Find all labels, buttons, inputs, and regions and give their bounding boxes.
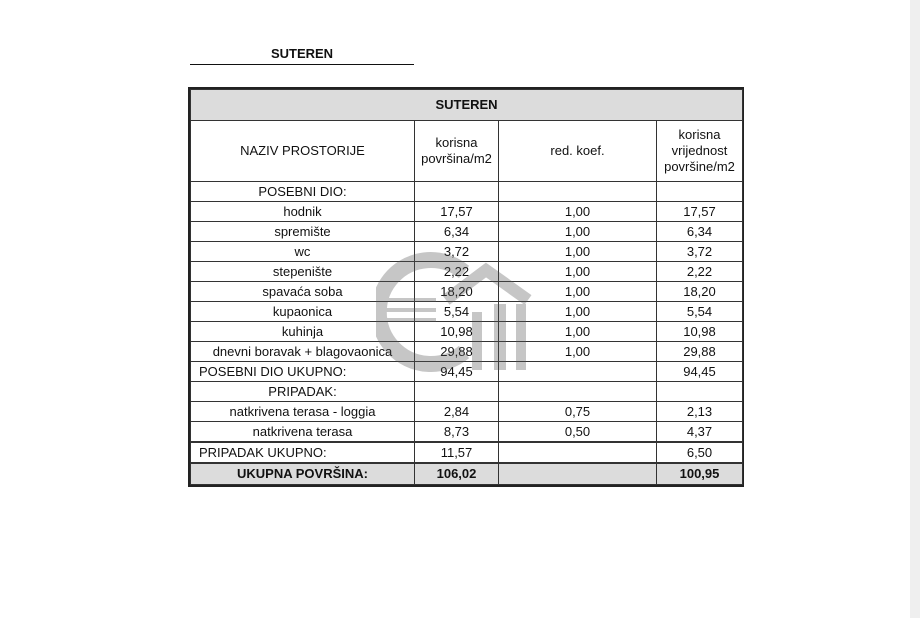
table-row [191, 202, 743, 222]
room-name-cell: kupaonica [191, 302, 415, 322]
area-table [190, 89, 743, 485]
subtotal-row [191, 362, 743, 382]
value-cell: 3,72 [657, 242, 743, 262]
value-cell: 6,34 [657, 222, 743, 242]
empty-cell [657, 182, 743, 202]
table-title-row [191, 90, 743, 121]
value-cell: 2,22 [657, 262, 743, 282]
value-cell: 5,54 [657, 302, 743, 322]
room-name-cell: stepenište [191, 262, 415, 282]
header-coef: red. koef. [499, 121, 657, 182]
group-label-pripadak: PRIPADAK: [191, 382, 415, 402]
coef-cell: 0,50 [499, 422, 657, 443]
table-row [191, 342, 743, 362]
room-name-cell: dnevni boravak + blagovaonica [191, 342, 415, 362]
group-row [191, 382, 743, 402]
room-name-cell: natkrivena terasa - loggia [191, 402, 415, 422]
subtotal-label: PRIPADAK UKUPNO: [191, 442, 415, 463]
empty-cell [499, 182, 657, 202]
table-row [191, 242, 743, 262]
coef-cell: 1,00 [499, 282, 657, 302]
table-row [191, 282, 743, 302]
empty-cell [657, 382, 743, 402]
area-cell: 2,22 [415, 262, 499, 282]
empty-cell [499, 362, 657, 382]
value-cell: 29,88 [657, 342, 743, 362]
coef-cell: 1,00 [499, 262, 657, 282]
coef-cell: 1,00 [499, 342, 657, 362]
value-cell: 17,57 [657, 202, 743, 222]
total-area: 106,02 [415, 463, 499, 485]
total-row [191, 463, 743, 485]
area-cell: 2,84 [415, 402, 499, 422]
table-row [191, 402, 743, 422]
scrollbar[interactable] [910, 0, 920, 618]
subtotal-area: 94,45 [415, 362, 499, 382]
room-name-cell: kuhinja [191, 322, 415, 342]
room-name-cell: wc [191, 242, 415, 262]
room-name-cell: hodnik [191, 202, 415, 222]
subtotal-row [191, 442, 743, 463]
empty-cell [415, 182, 499, 202]
area-cell: 29,88 [415, 342, 499, 362]
value-cell: 2,13 [657, 402, 743, 422]
section-title: SUTEREN [270, 46, 334, 61]
empty-cell [499, 463, 657, 485]
area-table-frame [188, 87, 744, 487]
header-room-name: NAZIV PROSTORIJE [191, 121, 415, 182]
room-name-cell: natkrivena terasa [191, 422, 415, 443]
subtotal-label: POSEBNI DIO UKUPNO: [191, 362, 415, 382]
area-cell: 8,73 [415, 422, 499, 443]
value-cell: 18,20 [657, 282, 743, 302]
area-cell: 18,20 [415, 282, 499, 302]
table-header-row [191, 121, 743, 182]
header-value: korisna vrijednost površine/m2 [657, 121, 743, 182]
total-value: 100,95 [657, 463, 743, 485]
value-cell: 4,37 [657, 422, 743, 443]
subtotal-area: 11,57 [415, 442, 499, 463]
coef-cell: 1,00 [499, 242, 657, 262]
coef-cell: 1,00 [499, 202, 657, 222]
value-cell: 10,98 [657, 322, 743, 342]
table-row [191, 302, 743, 322]
table-title: SUTEREN [191, 90, 743, 121]
coef-cell: 0,75 [499, 402, 657, 422]
table-row [191, 422, 743, 443]
empty-cell [415, 382, 499, 402]
coef-cell: 1,00 [499, 222, 657, 242]
table-row [191, 262, 743, 282]
total-label: UKUPNA POVRŠINA: [191, 463, 415, 485]
subtotal-value: 94,45 [657, 362, 743, 382]
room-name-cell: spavaća soba [191, 282, 415, 302]
group-row [191, 182, 743, 202]
subtotal-value: 6,50 [657, 442, 743, 463]
empty-cell [499, 442, 657, 463]
coef-cell: 1,00 [499, 302, 657, 322]
area-cell: 5,54 [415, 302, 499, 322]
header-area: korisna površina/m2 [415, 121, 499, 182]
group-label-posebni: POSEBNI DIO: [191, 182, 415, 202]
section-underline [190, 64, 414, 65]
table-row [191, 222, 743, 242]
area-cell: 3,72 [415, 242, 499, 262]
empty-cell [499, 382, 657, 402]
table-row [191, 322, 743, 342]
area-cell: 6,34 [415, 222, 499, 242]
coef-cell: 1,00 [499, 322, 657, 342]
area-cell: 17,57 [415, 202, 499, 222]
area-cell: 10,98 [415, 322, 499, 342]
room-name-cell: spremište [191, 222, 415, 242]
